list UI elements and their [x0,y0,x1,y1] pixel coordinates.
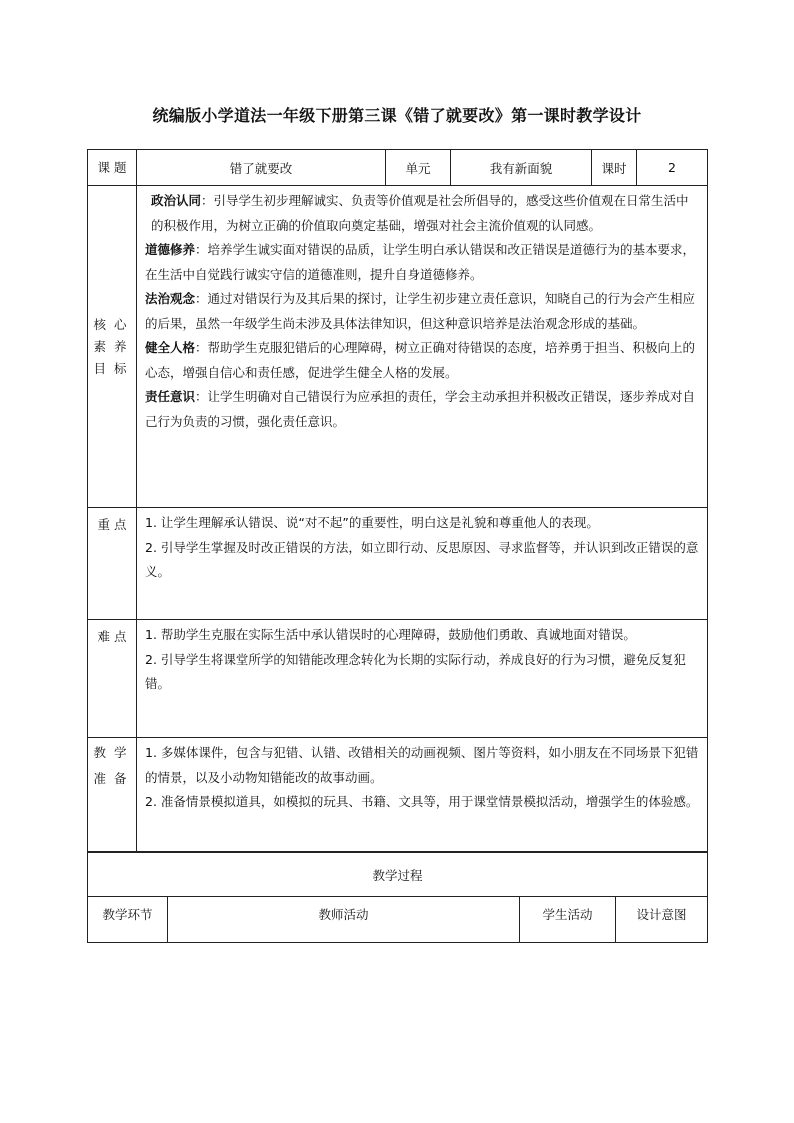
lesson-value: 错了就要改 [137,150,386,186]
literacy-item-title: 法治观念 [145,291,196,306]
literacy-item-text: ：帮助学生克服犯错后的心理障碍，树立正确对待错误的态度，培养勇于担当、积极向上的心态，增强自信心和责任感，促进学生健全人格的发展。 [145,340,696,380]
process-title: 教学过程 [88,853,708,897]
literacy-item [145,238,701,287]
key-points-row [88,508,708,620]
preparation-item: 1. 多媒体课件，包含与犯错、认错、改错相关的动画视频、图片等资料，如小朋友在不同场景下犯错的情景，以及小动物知错能改的故事动画。 [145,745,699,785]
difficult-point-item: 2. 引导学生将课堂所学的知错能改理念转化为长期的实际行动，养成良好的行为习惯，避免反复犯错。 [145,651,686,691]
literacy-item [145,385,701,434]
lesson-design-table [87,149,708,852]
document-title: 统编版小学道法一年级下册第三课《错了就要改》第一课时教学设计 [152,106,642,125]
key-point-item: 2. 引导学生掌握及时改正错误的方法，如立即行动、反思原因、寻求监督等，并认识到改正错误的意义。 [145,539,699,579]
header-row [88,150,708,186]
literacy-item-text: ：通过对错误行为及其后果的探讨，让学生初步建立责任意识，知晓自己的行为会产生相应的后果，虽然一年级学生尚未涉及具体法律知识，但这种意识培养是法治观念形成的基础。 [145,291,696,331]
literacy-item [145,336,701,385]
literacy-item-title: 道德修养 [145,242,196,257]
literacy-item-text: ：让学生明确对自己错误行为应承担的责任，学会主动承担并积极改正错误，逐步养成对自己行为负责的习惯，强化责任意识。 [145,389,696,429]
literacy-item-title: 健全人格 [145,340,196,355]
key-points-label: 重 点 [88,508,137,620]
period-value: 2 [637,150,708,186]
process-col-student: 学生活动 [520,897,616,943]
teaching-process-table [87,852,708,943]
key-point-item: 1. 让学生理解承认错误、说“对不起”的重要性，明白这是礼貌和尊重他人的表现。 [145,515,599,530]
unit-label: 单元 [386,150,451,186]
process-col-stage: 教学环节 [88,897,168,943]
preparation-label [88,738,137,852]
literacy-item-title: 责任意识 [145,389,196,404]
process-col-teacher: 教师活动 [168,897,520,943]
literacy-label-line: 目标 [93,360,135,376]
literacy-item-text: ：引导学生初步理解诚实、负责等价值观是社会所倡导的，感受这些价值观在日常生活中的积极作用，为树立正确的价值取向奠定基础，增强对社会主流价值观的认同感。 [151,193,689,233]
process-header-row [88,897,708,943]
literacy-label-line: 素养 [93,338,135,354]
literacy-label [88,186,137,508]
preparation-item: 2. 准备情景模拟道具，如模拟的玩具、书籍、文具等，用于课堂情景模拟活动，增强学生的体验感。 [145,794,699,809]
difficult-points-content [137,620,708,738]
literacy-row [88,186,708,508]
process-col-intent: 设计意图 [616,897,708,943]
literacy-item-text: ：培养学生诚实面对错误的品质，让学生明白承认错误和改正错误是道德行为的基本要求，在生活中自觉践行诚实守信的道德准则，提升自身道德修养。 [145,242,696,282]
preparation-label-line: 准备 [93,771,135,786]
unit-value: 我有新面貌 [451,150,592,186]
preparation-row [88,738,708,852]
lesson-label: 课 题 [88,150,137,186]
key-points-content [137,508,708,620]
literacy-item [145,189,701,238]
literacy-content [137,186,708,508]
difficult-points-label: 难 点 [88,620,137,738]
literacy-item [145,287,701,336]
process-title-row [88,853,708,897]
difficult-point-item: 1. 帮助学生克服在实际生活中承认错误时的心理障碍，鼓励他们勇敢、真诚地面对错误。 [145,627,636,642]
difficult-points-row [88,620,708,738]
preparation-content [137,738,708,852]
period-label: 课时 [592,150,637,186]
preparation-label-line: 教学 [93,745,135,760]
literacy-label-line: 核心 [93,316,135,332]
literacy-item-title: 政治认同 [151,193,202,208]
